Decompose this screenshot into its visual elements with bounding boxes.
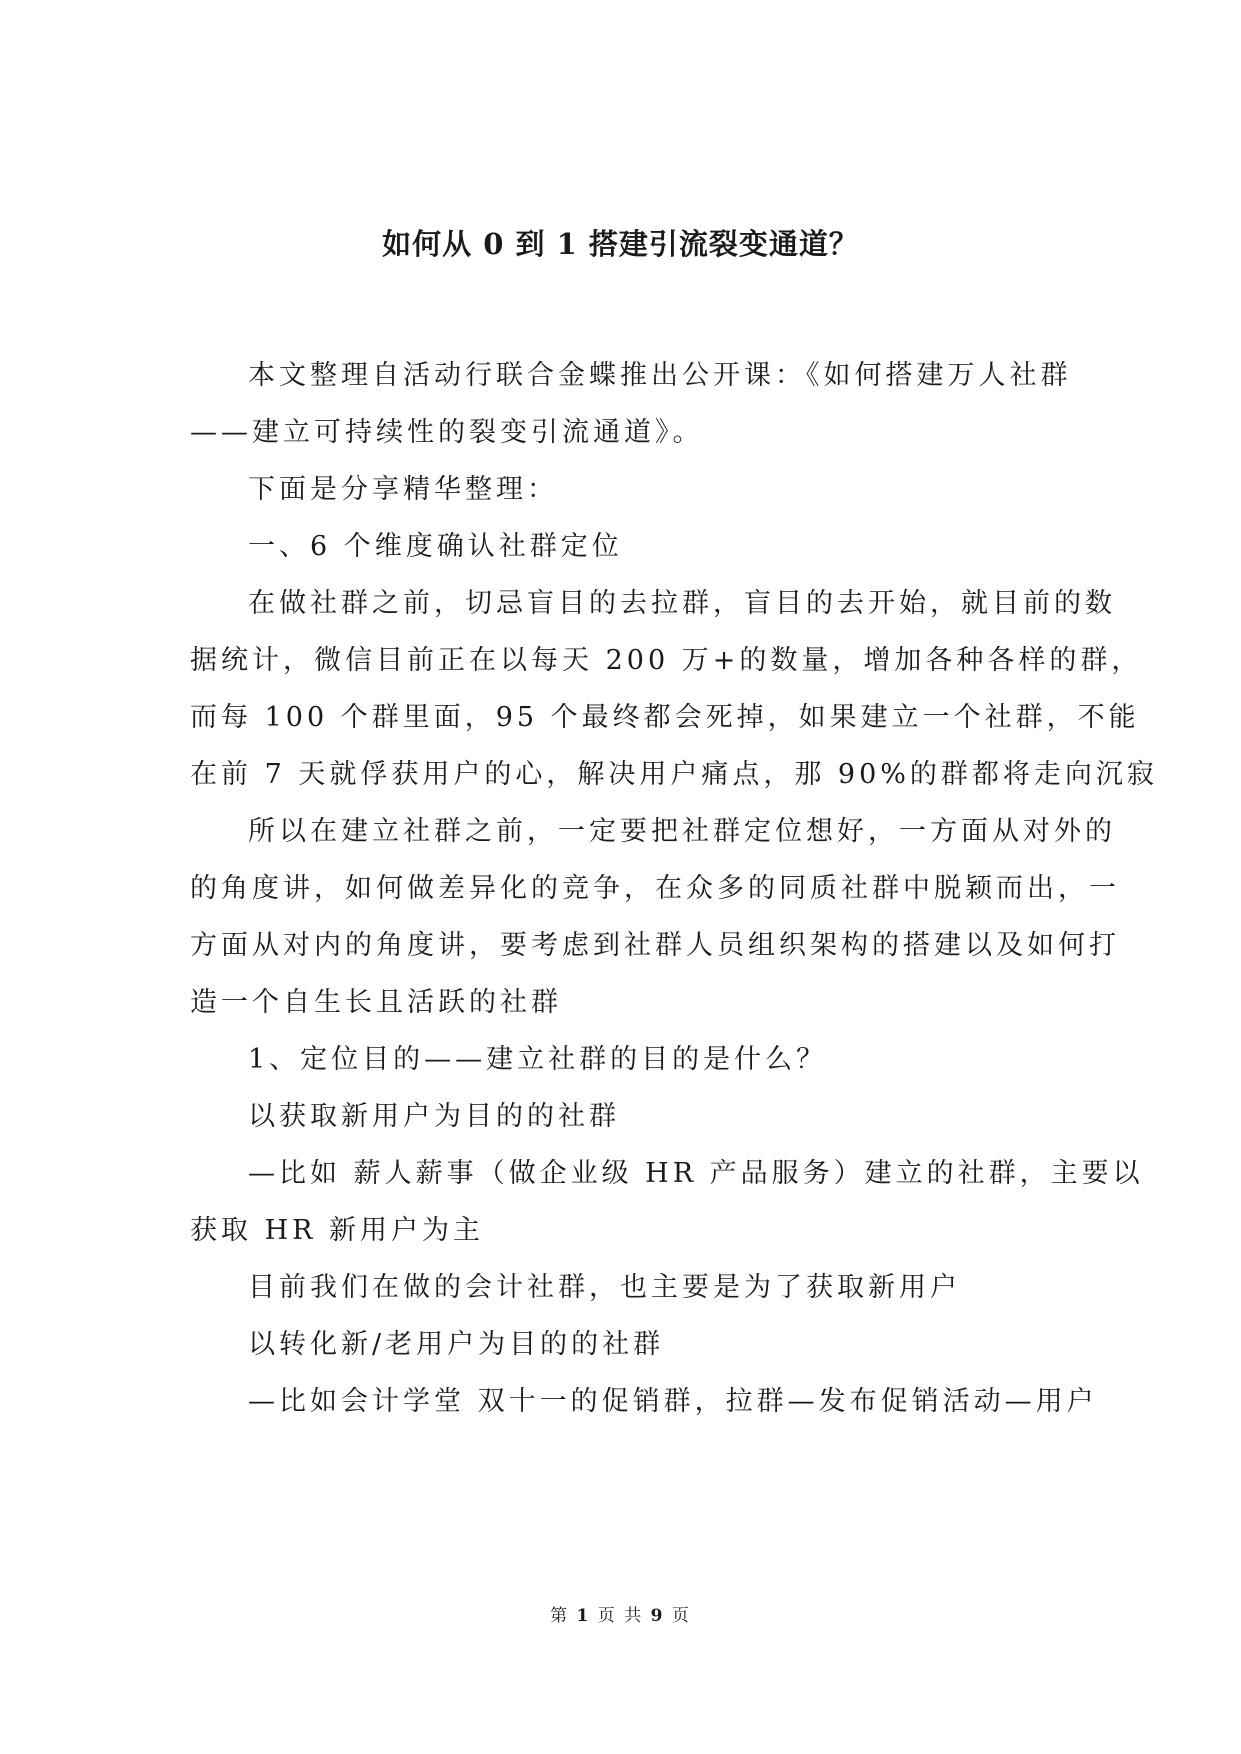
section-heading: 一、6 个维度确认社群定位 xyxy=(248,531,623,562)
paragraph-line: 方面从对内的角度讲，要考虑到社群人员组织架构的搭建以及如何打 xyxy=(190,930,1120,961)
page-footer xyxy=(0,1604,1241,1628)
footer-page-number: 1 xyxy=(576,1606,591,1626)
paragraph-line: —比如会计学堂 双十一的促销群，拉群—发布促销活动—用户 xyxy=(248,1386,1098,1417)
document-title: 如何从 0 到 1 搭建引流裂变通道？ xyxy=(382,227,859,261)
paragraph-line: 获取 HR 新用户为主 xyxy=(190,1215,485,1246)
paragraph-line: 据统计，微信目前正在以每天 200 万+的数量，增加各种各样的群， xyxy=(190,645,1143,676)
paragraph-line: 以获取新用户为目的的社群 xyxy=(248,1101,620,1132)
paragraph-line: 而每 100 个群里面，95 个最终都会死掉，如果建立一个社群，不能 xyxy=(190,702,1140,733)
paragraph-line: 本文整理自活动行联合金蝶推出公开课：《如何搭建万人社群 xyxy=(248,360,1072,391)
paragraph-line: 以转化新/老用户为目的的社群 xyxy=(248,1329,665,1360)
subsection-heading: 1、定位目的——建立社群的目的是什么？ xyxy=(248,1044,828,1075)
paragraph-line: 在前 7 天就俘获用户的心，解决用户痛点，那 90%的群都将走向沉寂 xyxy=(190,759,1158,790)
footer-prefix: 第 xyxy=(550,1606,570,1626)
paragraph-line: 造一个自生长且活跃的社群 xyxy=(190,987,562,1018)
paragraph-line: ——建立可持续性的裂变引流通道》。 xyxy=(190,417,704,448)
footer-total-pages: 9 xyxy=(650,1606,665,1626)
paragraph-line: 所以在建立社群之前，一定要把社群定位想好，一方面从对外的 xyxy=(248,816,1116,847)
paragraph-line: —比如 薪人薪事（做企业级 HR 产品服务）建立的社群，主要以 xyxy=(248,1158,1144,1189)
paragraph-line: 在做社群之前，切忌盲目的去拉群，盲目的去开始，就目前的数 xyxy=(248,588,1116,619)
footer-suffix: 页 xyxy=(671,1606,691,1626)
paragraph-line: 的角度讲，如何做差异化的竞争，在众多的同质社群中脱颖而出，一 xyxy=(190,873,1120,904)
paragraph-line: 下面是分享精华整理： xyxy=(248,474,558,505)
footer-middle: 页 共 xyxy=(597,1606,644,1626)
paragraph-line: 目前我们在做的会计社群，也主要是为了获取新用户 xyxy=(248,1272,961,1303)
